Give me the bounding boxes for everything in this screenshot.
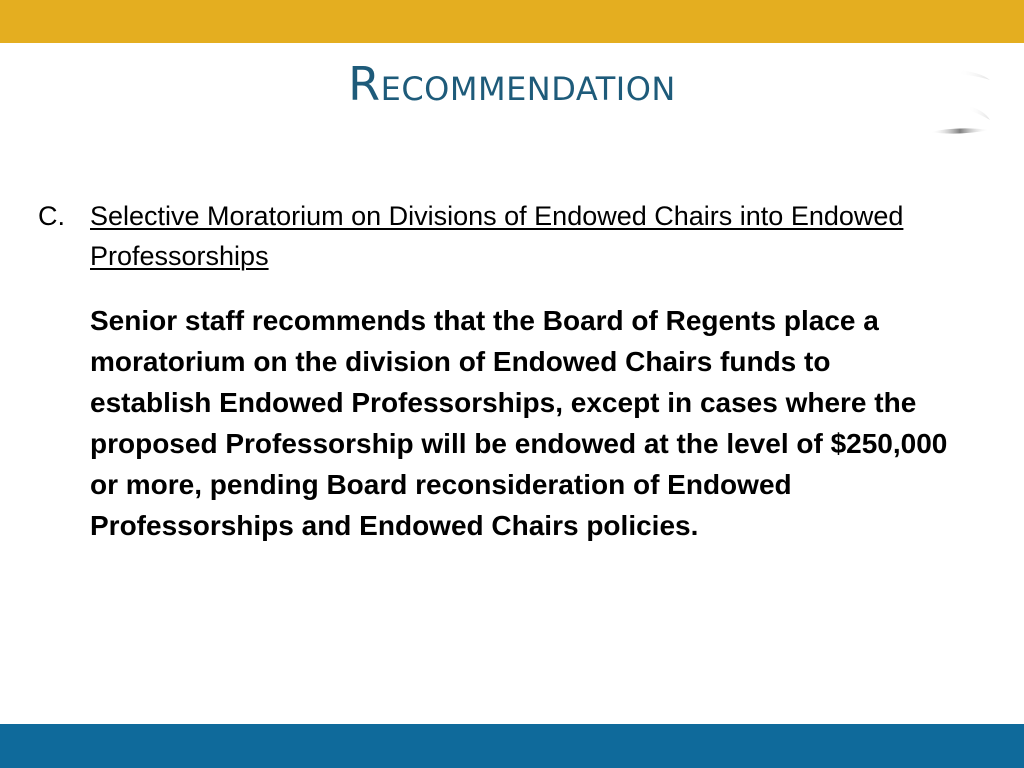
top-accent-bar bbox=[0, 0, 1024, 43]
recommendation-body: Senior staff recommends that the Board of Regents place a moratorium on the division of Endowed Chairs funds to establish Endowed Professorships, except in cases where the proposed Professorship will be endowed at the level of $250,000 or more, pending Board reconsideration of Endowed Professorships and Endowed Chairs policies. bbox=[90, 305, 948, 541]
list-marker: C. bbox=[38, 201, 65, 231]
swoosh-logo-icon bbox=[928, 66, 994, 140]
recommendation-heading: Selective Moratorium on Divisions of Endowed Chairs into Endowed Professorships bbox=[90, 201, 904, 271]
slide-title: Recommendation bbox=[348, 57, 676, 111]
bottom-accent-bar bbox=[0, 724, 1024, 768]
